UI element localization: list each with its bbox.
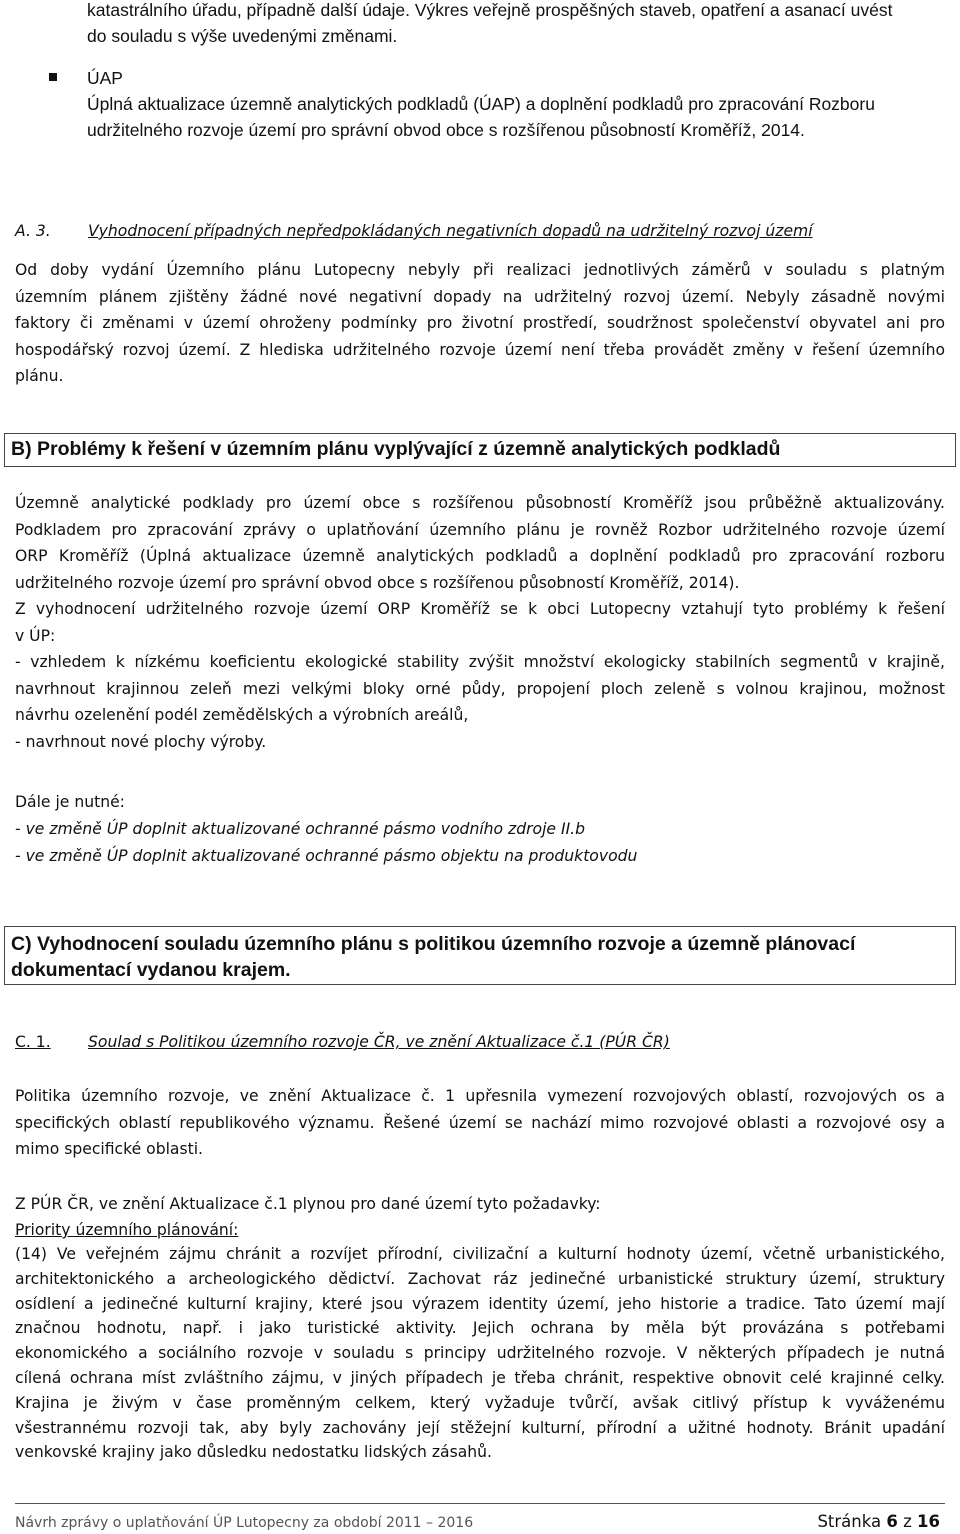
paragraph-line: Z vyhodnocení udržitelného rozvoje území ORP Kroměříž se k obci Lutopecny vztahují tyto problémy k řešení [15,600,945,618]
uap-title: ÚAP [87,68,123,88]
list-item: - ve změně ÚP doplnit aktualizované ochranné pásmo objektu na produktovodu [15,846,638,865]
paragraph-line: návrhu ozelenění podél zemědělských a výrobních areálů, [15,706,469,724]
paragraph-line: osídlení a jedinečné kulturní krajiny, které jsou výrazem identity území, jeho historie a tradice. Tato území mají [15,1294,945,1313]
section-c1-paragraph [15,1083,945,1163]
paragraph-line: architektonického a archeologického dědictví. Zachovat ráz jedinečné urbanistické struktury území, struktury [15,1269,945,1288]
paragraph-line: ORP Kroměříž (Úplná aktualizace územně analytických podkladů a doplnění podkladů pro zpracování rozboru [15,547,945,565]
paragraph-line: značnou hodnotu, např. i jako turistické aktivity. Jejich ochrana by měla být provázána s potřebami [15,1319,945,1338]
intro-line: katastrálního úřadu, případně další údaje. Výkres veřejně prospěšných staveb, opatření a asanací uvést [87,0,893,20]
priorities-label: Priority územního plánování: [15,1221,239,1239]
section-b-heading: B) Problémy k řešení v územním plánu vyplývající z územně analytických podkladů [4,433,956,467]
paragraph-line: navrhnout krajinnou zeleň mezi velkými bloky orné půdy, propojení ploch zeleně s volnou krajinou, možnost [15,679,945,698]
list-item: - ve změně ÚP doplnit aktualizované ochranné pásmo vodního zdroje II.b [15,820,586,838]
section-c1-title: Soulad s Politikou územního rozvoje ČR, ve znění Aktualizace č.1 (PÚR ČR) [88,1033,670,1051]
uap-line: Úplná aktualizace územně analytických podkladů (ÚAP) a doplnění podkladů pro zpracování Rozboru [87,94,875,114]
paragraph-line: Podkladem pro zpracování zprávy o uplatňování územního plánu je rovněž Rozbor udržitelného rozvoje území [15,520,945,539]
paragraph-line: specifických oblastí republikového významu. Řešené území se nachází mimo rozvojové oblasti a rozvojové osy a [15,1113,945,1132]
paragraph-line: cílená ochrana míst zvláštního zájmu, v jiných případech je třeba chránit, respektive obnovit celé krajinné celky. [15,1368,945,1387]
paragraph-line: udržitelného rozvoje území pro správní obvod obce s rozšířenou působností Kroměříž, 2014). [15,573,740,592]
paragraph-line: venkovské krajiny jako důsledku nedostatku lidských zásahů. [15,1443,492,1462]
also-needed-list [15,816,945,869]
paragraph-line: - navrhnout nové plochy výroby. [15,732,267,751]
paragraph-line: hospodářský rozvoj území. Z hlediska udržitelného rozvoje území není třeba provádět změny v řešení územního [15,340,945,359]
page-label: Stránka [817,1512,882,1531]
requirements-intro: Z PÚR ČR, ve znění Aktualizace č.1 plynou pro dané území tyto požadavky: [15,1195,601,1213]
heading-line: C) Vyhodnocení souladu územního plánu s politikou územního rozvoje a územně plánovací [11,933,856,955]
uap-line: udržitelného rozvoje území pro správní obvod obce s rozšířenou působností Kroměříž, 2014. [87,120,805,140]
paragraph-line: Politika územního rozvoje, ve znění Aktualizace č. 1 upřesnila vymezení rozvojových oblastí, rozvojových os a [15,1087,945,1105]
page-of: z [903,1512,912,1531]
section-a3-number: A. 3. [15,222,51,240]
paragraph-line: (14) Ve veřejném zájmu chránit a rozvíjet přírodní, civilizační a kulturní hodnoty území, včetně urbanistického, [15,1245,945,1263]
bullet-icon [49,73,57,81]
uap-item [87,65,947,143]
paragraph-line: Od doby vydání Územního plánu Lutopecny nebyly při realizaci jednotlivých záměrů v souladu s platným [15,261,945,279]
section-a3-paragraph [15,257,945,390]
page-total: 16 [917,1512,940,1531]
footer-page-number [817,1510,940,1534]
paragraph-line: - vzhledem k nízkému koeficientu ekologické stability zvýšit množství ekologicky stabilních segmentů v krajině, [15,653,945,671]
intro-paragraph [87,0,947,49]
footer-document-title: Návrh zprávy o uplatňování ÚP Lutopecny za období 2011 – 2016 [15,1515,474,1531]
paragraph-line: územním plánem zjištěny žádné nové negativní dopady na udržitelný rozvoj území. Nebyly zásadně novými [15,287,945,306]
paragraph-line: všestrannému rozvoji tak, aby byly zachovány její stěžejní kulturní, přírodní a užitné hodnoty. Bránit upadání [15,1418,945,1437]
section-b-paragraph [15,490,945,755]
section-c-heading [4,926,956,985]
paragraph-line: mimo specifické oblasti. [15,1140,204,1158]
paragraph-line: plánu. [15,367,64,385]
section-c1-number: C. 1. [15,1033,51,1051]
priority-14-paragraph [15,1242,945,1465]
section-a3-title: Vyhodnocení případných nepředpokládaných negativních dopadů na udržitelný rozvoj území [88,222,813,240]
paragraph-line: Územně analytické podklady pro území obce s rozšířenou působností Kroměříž jsou průběžně aktualizovány. [15,494,945,512]
page-current: 6 [886,1512,898,1531]
also-needed-label: Dále je nutné: [15,793,125,811]
footer-divider [15,1503,945,1504]
paragraph-line: v ÚP: [15,626,56,645]
paragraph-line: Krajina je živým v čase proměnným celkem, který vyžaduje tvůrčí, avšak citlivý přístup k vyváženému [15,1393,945,1412]
paragraph-line: faktory či změnami v území ohroženy podmínky pro životní prostředí, soudržnost společenství obyvatel ani pro [15,314,945,332]
intro-line: do souladu s výše uvedenými změnami. [87,26,398,46]
heading-line: dokumentací vydanou krajem. [11,959,291,981]
paragraph-line: ekonomického a sociálního rozvoje v souladu s principy udržitelného rozvoje. V některých případech je nutná [15,1344,945,1363]
